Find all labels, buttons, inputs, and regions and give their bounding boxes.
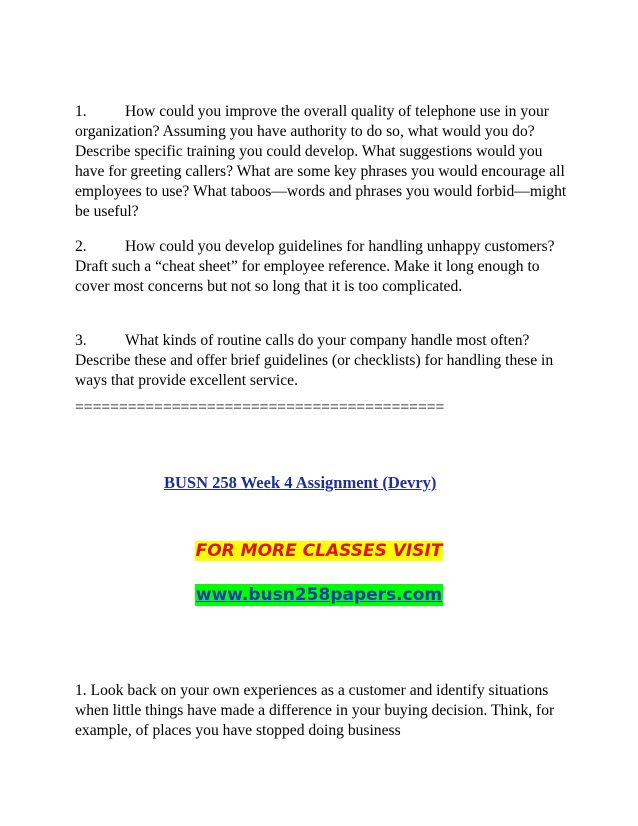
question-3-text: What kinds of routine calls do your company handle most often? Describe these and offer brief guidelines (or checklists) for handling these in ways that provide excellent service. <box>75 332 554 389</box>
assignment-body <box>75 681 575 741</box>
promo-url[interactable] <box>0 584 638 606</box>
question-2-number: 2. <box>75 238 87 255</box>
promo-visit <box>0 541 638 561</box>
promo-url-link[interactable]: www.busn258papers.com <box>195 585 443 605</box>
assignment-heading[interactable]: BUSN 258 Week 4 Assignment (Devry) <box>164 473 437 492</box>
question-1-number: 1. <box>75 103 87 120</box>
promo-visit-text: FOR MORE CLASSES VISIT <box>195 541 443 561</box>
question-1 <box>75 102 575 222</box>
assignment-body-text: 1. Look back on your own experiences as a customer and identify situations when little things have made a difference in your buying decision. Think, for example, of places you have stopped doing business <box>75 682 555 739</box>
question-1-text: How could you improve the overall quality of telephone use in your organization? Assuming you have authority to do so, what would you do? Describe specific training you could develop. What suggestions would you have for greeting callers? What are some key phrases you would encourage all employees to use? What taboos—words and phrases you would forbid—might be useful? <box>75 103 567 220</box>
question-3-number: 3. <box>75 332 87 349</box>
question-2-text: How could you develop guidelines for handling unhappy customers? Draft such a “cheat sheet” for employee reference. Make it long enough to cover most concerns but not so long that it is too complicated. <box>75 238 555 295</box>
question-2 <box>75 237 575 297</box>
separator-line: ========================================== <box>75 399 445 416</box>
question-3 <box>75 331 575 391</box>
